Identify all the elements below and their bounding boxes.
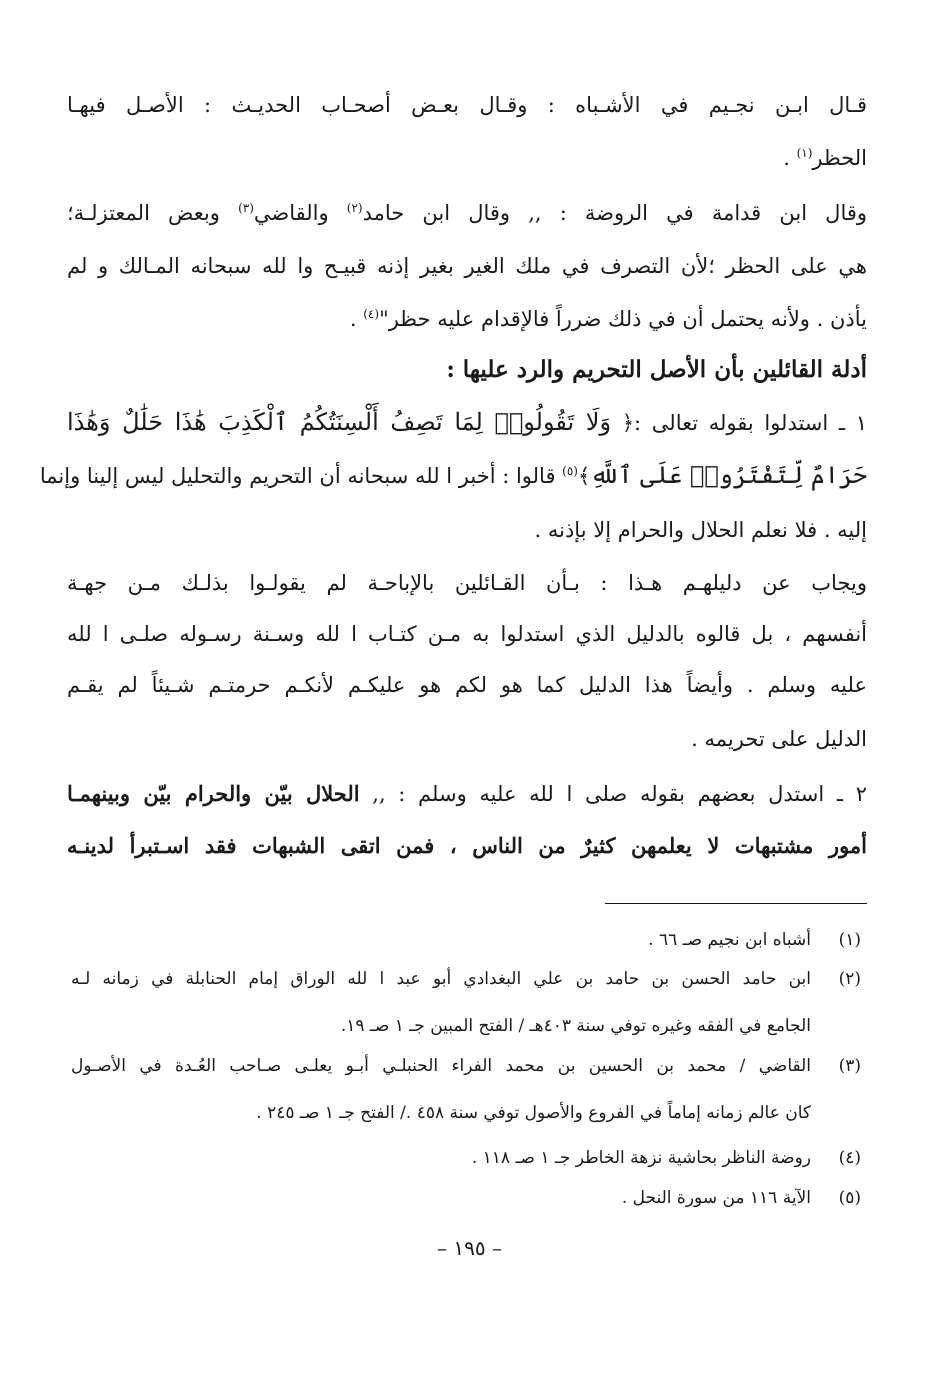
page-number: – ١٩٥ – <box>437 1236 502 1260</box>
body-text: قالوا : أخبر ا لله سبحانه أن التحريم والتحليل ليس إلينا وإنما <box>39 464 563 488</box>
footnote-number: (٥) <box>838 1188 861 1208</box>
body-line <box>39 458 867 493</box>
body-text: . <box>349 307 364 331</box>
quran-verse: حَرَامٌ لِّتَفْتَرُوا۟ عَلَى ٱللَّهِ <box>590 461 867 489</box>
body-line: أنفسهم ، بل قالوه بالدليل الذي استدلوا به مـن كتـاب ا لله وسـنة رسـوله صلـى ا لله <box>67 622 867 646</box>
body-line <box>67 196 867 230</box>
footnote-ref: (١) <box>796 146 813 160</box>
body-line: قـال ابـن نجـيم في الأشـباه : وقـال بعـض أصحـاب الحديـث : الأصـل فيهـا <box>67 93 867 117</box>
footnote-number: (١) <box>838 930 861 950</box>
body-line <box>67 777 867 811</box>
body-text: وبعض المعتزلـة؛ <box>67 201 239 225</box>
quran-verse: وَلَا تَقُولُوا۟ لِمَا تَصِفُ أَلْسِنَتُكُمُ ٱلْكَذِبَ هَٰذَا حَلَٰلٌ وَهَٰذَا <box>67 408 612 436</box>
body-line: الدليل على تحريمه . <box>691 727 867 751</box>
body-line: هي على الحظر ؛لأن التصرف في ملك الغير بغير إذنه قبيـح وا لله سبحانه المـالك و لم <box>67 254 867 278</box>
footnote-separator <box>605 903 867 904</box>
body-line <box>67 302 867 336</box>
footnote-number: (٣) <box>838 1056 861 1076</box>
body-line: ويجاب عن دليلهـم هـذا : بـأن القـائلين بالإباحـة لم يقولـوا بذلـك مـن جهـة <box>67 571 867 595</box>
footnote-ref: (٣) <box>238 201 254 215</box>
body-line: إليه . فلا نعلم الحلال والحرام إلا بإذنه . <box>534 518 867 542</box>
footnote-text: ابن حامد الحسن بن حامد بن علي البغدادي أبو عبد ا لله الوراق إمام الحنابلة في زمانه لـه <box>71 969 811 989</box>
hadith-text: الحلال بيّن والحرام بيّن وبينهمـا <box>67 781 360 806</box>
footnote-text: روضة الناظر بحاشية نزهة الخاطر جـ ١ صـ ١١٨ . <box>471 1148 811 1168</box>
footnote-number: (٢) <box>838 969 861 989</box>
footnote-text: أشباه ابن نجيم صـ ٦٦ . <box>648 930 811 950</box>
footnote-ref: (٤) <box>363 307 380 321</box>
body-text: والقاضي <box>253 201 347 225</box>
footnote-text: القاضي / محمد بن الحسين بن محمد الفراء الحنبلـي أبـو يعلـى صـاحب العُـدة في الأصـول <box>71 1056 811 1076</box>
section-heading: أدلة القائلين بأن الأصل التحريم والرد عليها : <box>446 356 867 383</box>
body-text: الحظر <box>812 146 867 170</box>
body-text: وقال ابن قدامة في الروضة : ,, وقال ابن حامد <box>362 201 868 225</box>
body-text: يأذن . ولأنه يحتمل أن في ذلك ضرراً فالإقدام عليه حظر" <box>379 307 867 331</box>
body-line <box>67 405 867 440</box>
body-text: ٢ ـ استدل بعضهم بقوله صلى ا لله عليه وسلم : ,, <box>359 782 867 806</box>
footnote-number: (٤) <box>838 1148 861 1168</box>
body-line: عليه وسلم . وأيضاً هذا الدليل كما هو لكم هو عليكـم لأنكـم حرمتـم شـيئاً لم يقـم <box>67 673 867 697</box>
body-text: . <box>783 146 797 170</box>
footnote-ref: (٢) <box>346 201 363 215</box>
footnote-continuation: كان عالم زمانه إماماً في الفروع والأصول توفي سنة ٤٥٨ ./ الفتح جـ ١ صـ ٢٤٥ . <box>256 1103 811 1123</box>
footnote-ref: (٥) <box>562 464 578 478</box>
body-text: ١ ـ استدلوا بقوله تعالى :﴿ <box>621 411 867 435</box>
body-line <box>67 141 867 175</box>
body-text: ﴾ <box>577 464 591 488</box>
hadith-line: أمور مشتبهات لا يعلمهن كثيرٌ من الناس ، فمن اتقى الشبهات فقد اسـتبرأ لدينـه <box>67 833 867 858</box>
footnote-text: الآية ١١٦ من سورة النحل . <box>621 1188 811 1208</box>
footnote-continuation: الجامع في الفقه وغيره توفي سنة ٤٠٣هـ / الفتح المبين جـ ١ صـ ١٩. <box>340 1016 811 1036</box>
